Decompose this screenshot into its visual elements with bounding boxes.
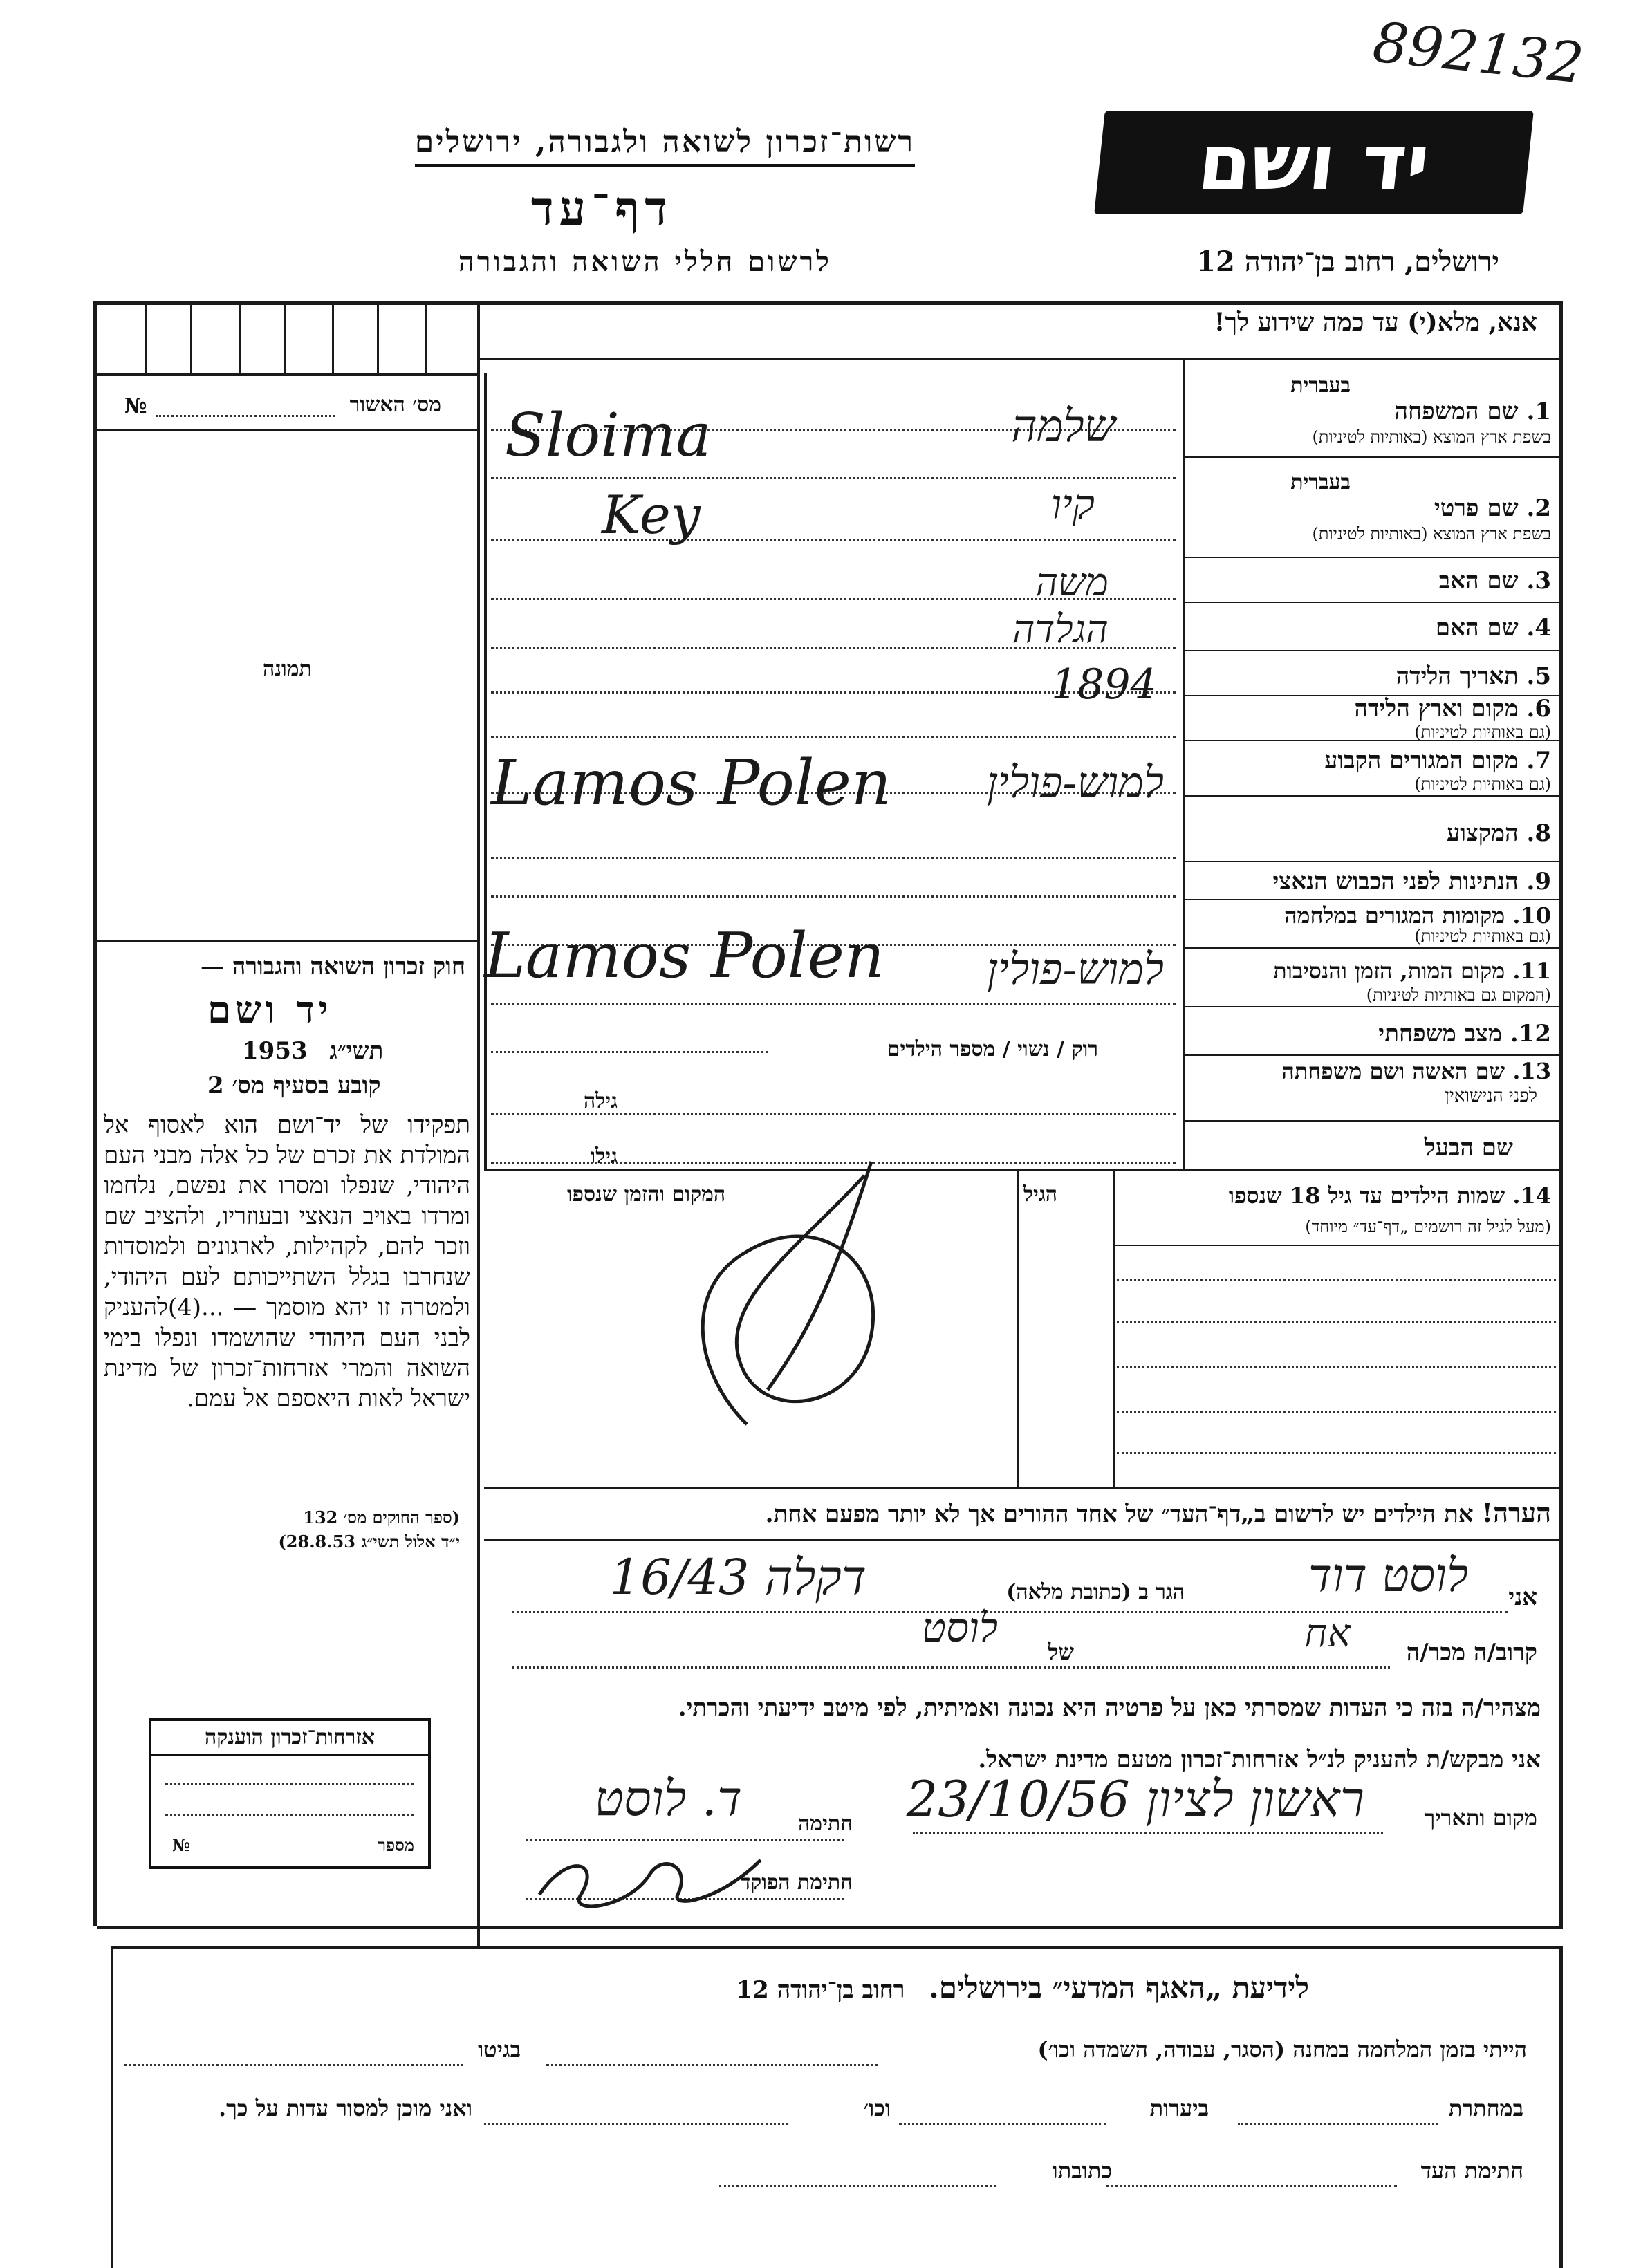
- field-6-sub: (גם באותיות לטיניות): [1414, 723, 1551, 742]
- law-year: [242, 1037, 383, 1065]
- field-3-value: משה: [1035, 560, 1109, 605]
- field-1-lang: בעברית: [1290, 373, 1351, 398]
- field-2-value-heb: קיו: [1050, 481, 1095, 529]
- field-5-num: 5.: [1526, 662, 1551, 690]
- footer-etc: וכו׳: [863, 2095, 891, 2121]
- declarant-relation: אח: [1304, 1611, 1351, 1656]
- signature-label: חתימה: [798, 1812, 853, 1836]
- declaration-text: מצהיר/ה בזה כי העדות שמסרתי כאן על פרטיה היא נכונה ואמיתית, לפי מיטב ידיעתי והכרתי.: [678, 1694, 1541, 1722]
- field-4-num: 4.: [1526, 614, 1551, 642]
- field-11-label: [1273, 958, 1551, 984]
- children-age-col: הגיל: [1023, 1182, 1058, 1207]
- memorial-citizenship-box: [149, 1718, 431, 1869]
- declarant-address: דקלה 16/43: [609, 1549, 866, 1606]
- field-7-label: [1324, 747, 1551, 774]
- photo-label: תמונה: [263, 657, 312, 681]
- instruction: אנא, מלא(י) עד כמה שידוע לך!: [1214, 308, 1537, 337]
- field-2-num: 2.: [1526, 494, 1551, 522]
- memorial-box-title: אזרחות־זכרון הוענקה: [151, 1721, 428, 1756]
- field-11-name: מקום המות, הזמן והנסיבות: [1273, 958, 1505, 984]
- request-text: אני מבקש/ת להעניק לנ״ל אזרחות־זכרון מטעם מדינת ישראל.: [978, 1746, 1541, 1774]
- field-1-value-lat: Sloima: [505, 401, 712, 470]
- field-2-lang: בעברית: [1290, 470, 1351, 494]
- field-7-num: 7.: [1526, 747, 1551, 774]
- field-9-label: [1273, 868, 1552, 895]
- field-8-name: המקצוע: [1446, 819, 1519, 847]
- logo-text: יד ושם: [1194, 118, 1434, 207]
- declarant-relative-label: קרוב/ה מכר/ה: [1406, 1639, 1537, 1666]
- law-year-greg: 1953: [242, 1037, 308, 1065]
- declarant-of-label: של: [1048, 1639, 1074, 1665]
- husband-label: שם הבעל: [1424, 1134, 1513, 1162]
- declarant-name: לוסט דוד: [1308, 1549, 1468, 1602]
- field-1-label: [1395, 398, 1551, 425]
- note-label: הערה!: [1481, 1497, 1551, 1528]
- no-sign: №: [124, 394, 147, 418]
- note: [766, 1497, 1551, 1529]
- footer-line1: הייתי בזמן המלחמה במחנה (הסגר, עבודה, השמדה וכו׳): [1037, 2036, 1527, 2063]
- children-place-col: המקום והזמן שנספו: [567, 1182, 726, 1207]
- field-5-label: [1396, 662, 1551, 690]
- children-label: 14. שמות הילדים עד גיל 18 שנספו: [1228, 1182, 1551, 1209]
- field-11-value-lat: Lamos Polen: [484, 920, 884, 992]
- field-11-sub: (המקום גם באותיות לטיניות): [1366, 985, 1551, 1005]
- field-10-name: מקומות המגורים במלחמה: [1284, 902, 1505, 929]
- footer-title-row: [736, 1971, 1309, 2005]
- field-6-name: מקום וארץ הלידה: [1354, 695, 1519, 723]
- field-10-sub: (גם באותיות לטיניות): [1414, 927, 1551, 946]
- field-7-name: מקום המגורים הקבוע: [1324, 747, 1519, 774]
- field-13-label: [1281, 1058, 1551, 1084]
- header-address: ירושלים, רחוב בן־יהודה 12: [1196, 245, 1499, 278]
- field-12-name: מצב משפחתי: [1378, 1020, 1502, 1048]
- field-8-num: 8.: [1526, 819, 1551, 847]
- field-3-label: [1439, 567, 1551, 595]
- field-1-name: שם המשפחה: [1394, 398, 1519, 425]
- field-2-value-lat: Key: [602, 484, 701, 546]
- memorial-no-sign: №: [172, 1835, 191, 1855]
- law-name: יד ושם: [207, 987, 333, 1032]
- field-13-num: 13.: [1512, 1058, 1551, 1084]
- law-ref: (ספר החוקים מס׳ 132: [303, 1507, 460, 1527]
- footer-underground: במחתרת: [1448, 2095, 1523, 2121]
- field-2-label: [1434, 494, 1551, 522]
- field-1-sub: בשפת ארץ המוצא (באותיות לטיניות): [1312, 427, 1551, 447]
- law-title: חוק זכרון השואה והגבורה —: [200, 953, 465, 980]
- field-11-num: 11.: [1512, 958, 1551, 984]
- footer-forests: ביערות: [1149, 2095, 1209, 2121]
- field-7-value-heb: למוש-פולין: [987, 757, 1164, 808]
- field-10-num: 10.: [1512, 902, 1551, 929]
- footer-ghetto: בגיטו: [478, 2036, 521, 2063]
- field-7-sub: (גם באותיות לטיניות): [1414, 774, 1551, 794]
- field-4-value: הגלדה: [1012, 607, 1109, 652]
- note-text: את הילדים יש לרשום ב„דף־העד״ של אחד ההורים אך לא יותר מפעם אחת.: [765, 1500, 1474, 1528]
- place-date-value: ראשון לציון 23/10/56: [906, 1770, 1364, 1828]
- field-5-name: תאריך הלידה: [1396, 662, 1519, 690]
- field-4-name: שם האם: [1435, 614, 1519, 642]
- field-1-num: 1.: [1526, 398, 1551, 425]
- place-date-label: מקום ותאריך: [1424, 1805, 1537, 1831]
- footer-address: רחוב בן־יהודה 12: [736, 1976, 905, 2004]
- declarant-i-label: אני: [1508, 1583, 1537, 1611]
- declarant-resides-label: הגר ב (כתובת מלאה): [1006, 1580, 1185, 1604]
- law-year-heb: תשי״ג: [329, 1037, 384, 1065]
- field-1-value-heb: שלמה: [1011, 401, 1115, 452]
- field-13-age-label: גילה: [583, 1089, 618, 1113]
- memorial-number-label: מספר: [378, 1835, 414, 1855]
- field-7-value-lat: Lamos Polen: [491, 747, 891, 819]
- field-6-label: [1354, 695, 1551, 723]
- official-signature-label: חתימת הפוקד: [740, 1870, 853, 1895]
- law-text: תפקידו של יד־ושם הוא לאסוף אל המולדת את זכרם של כל אלה מבני העם היהודי, שנפלו ומסרו את נפשם, נלחמו ומרדו באויב הנאצי ובעוזריו, ולהציב שם וזכר להם, לקהילות, לארגונים ולמוסדות שנחרבו בגלל השתייכותם לעם היהודי, ולמטרה זו יהא מוסמך — ...(4)להעניק לבני העם היהודי שהושמדו ונפלו בימי השואה והמרי אזרחות־זכרון של מדינת ישראל לאות היאספם אל עמם.: [104, 1111, 470, 1413]
- field-6-num: 6.: [1526, 695, 1551, 723]
- children-sub: (מעל לגיל זה רושמים „דף־עד״ מיוחד): [1305, 1217, 1551, 1236]
- field-8-label: [1447, 819, 1551, 847]
- field-11-value-heb: למוש-פולין: [987, 944, 1164, 994]
- field-3-num: 3.: [1526, 567, 1551, 595]
- approval-no-label: מס׳ האשור: [349, 393, 441, 417]
- archive-number: 892132: [1369, 10, 1587, 96]
- field-4-label: [1436, 614, 1551, 642]
- field-12-options: רוק / נשוי / מספר הילדים: [887, 1037, 1098, 1061]
- footer-title: לידיעת „האגף המדעי״ בירושלים.: [929, 1971, 1309, 2005]
- field-12-num: 12.: [1510, 1020, 1551, 1048]
- footer-ready: ואני מוכן למסור עדות על כך.: [218, 2095, 472, 2121]
- law-section: קובע בסעיף מס׳ 2: [207, 1072, 381, 1099]
- footer-witness-sig: חתימת העד: [1420, 2157, 1523, 2184]
- official-signature-scribble: [526, 1832, 775, 1922]
- field-13-sub: לפני הנישואין: [1445, 1086, 1537, 1106]
- field-9-name: הנתינות לפני הכבוש הנאצי: [1272, 868, 1519, 895]
- law-date: י״ד אלול תשי״ג 28.8.53): [278, 1532, 460, 1552]
- field-3-name: שם האב: [1438, 567, 1519, 595]
- field-2-sub: בשפת ארץ המוצא (באותיות לטיניות): [1312, 524, 1551, 543]
- field-10-label: [1284, 902, 1551, 929]
- yad-vashem-logo: [1094, 111, 1534, 214]
- field-5-value: 1894: [1051, 660, 1157, 709]
- form-subtitle: לרשום חללי השואה והגבורה: [458, 245, 832, 278]
- authority-title: רשות־זכרון לשואה ולגבורה, ירושלים: [415, 124, 915, 167]
- field-13-name: שם האשה ושם משפחתה: [1281, 1058, 1505, 1084]
- field-12-label: [1378, 1020, 1551, 1048]
- signature-value: ד. לוסט: [594, 1770, 742, 1827]
- footer-address-label: כתובתו: [1052, 2157, 1112, 2184]
- declarant-of-name: לוסט: [922, 1604, 998, 1651]
- field-9-num: 9.: [1526, 868, 1551, 895]
- scribble-mark: [664, 1134, 940, 1452]
- form-title: דף־עד: [530, 181, 673, 236]
- field-2-name: שם פרטי: [1434, 494, 1519, 522]
- husband-age-label: גילו: [590, 1144, 618, 1169]
